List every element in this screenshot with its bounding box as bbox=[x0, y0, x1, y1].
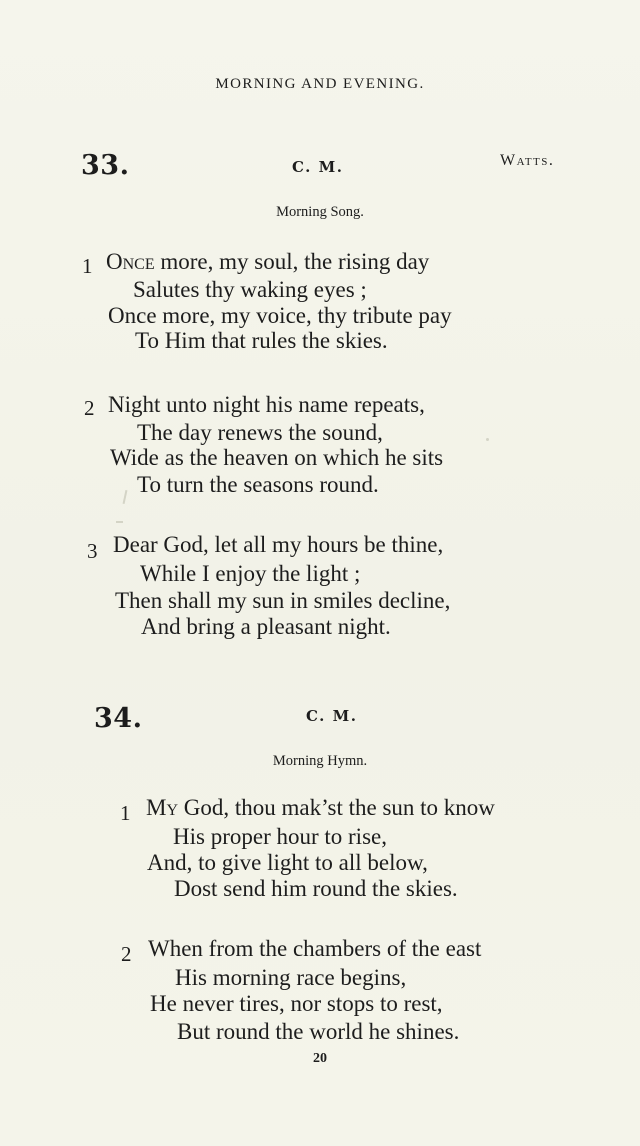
verse-line: His morning race begins, bbox=[175, 965, 407, 990]
stanza-number: 2 bbox=[121, 942, 132, 966]
verse-line: Once more, my voice, thy tribute pay bbox=[108, 303, 452, 328]
stanza-number: 3 bbox=[87, 539, 98, 563]
verse-line: Then shall my sun in smiles decline, bbox=[115, 588, 451, 613]
verse-line: While I enjoy the light ; bbox=[140, 561, 361, 586]
stanza-number: 1 bbox=[120, 801, 131, 825]
stanza-number: 2 bbox=[84, 396, 95, 420]
verse-line: And, to give light to all below, bbox=[147, 850, 428, 875]
author-label: Watts. bbox=[500, 152, 555, 169]
first-word: Once bbox=[106, 249, 155, 274]
verse-line bbox=[106, 249, 429, 275]
verse-line-text: God, thou mak’st the sun to know bbox=[178, 795, 495, 820]
verse-line: And bring a pleasant night. bbox=[141, 614, 391, 639]
verse-line: Dear God, let all my hours be thine, bbox=[113, 532, 444, 557]
verse-line: Wide as the heaven on which he sits bbox=[110, 445, 444, 470]
verse-line: The day renews the sound, bbox=[137, 420, 383, 445]
verse-line: He never tires, nor stops to rest, bbox=[150, 991, 443, 1016]
verse-line: To turn the seasons round. bbox=[137, 472, 379, 497]
first-word: My bbox=[146, 795, 179, 820]
hymn-title: Morning Hymn. bbox=[272, 753, 368, 769]
verse-line bbox=[146, 795, 495, 821]
meter-label: C. M. bbox=[292, 158, 344, 176]
stanza-number: 1 bbox=[82, 254, 93, 278]
verse-line: To Him that rules the skies. bbox=[135, 328, 388, 353]
verse-line: When from the chambers of the east bbox=[148, 936, 482, 961]
ink-speck bbox=[116, 521, 123, 523]
hymn-title: Morning Song. bbox=[276, 204, 364, 220]
hymn-number: 34. bbox=[94, 703, 143, 734]
verse-line: His proper hour to rise, bbox=[173, 824, 387, 849]
meter-label: C. M. bbox=[306, 707, 358, 725]
verse-line: Dost send him round the skies. bbox=[174, 876, 458, 901]
verse-line-text: more, my soul, the rising day bbox=[154, 249, 430, 274]
running-head: MORNING AND EVENING. bbox=[215, 76, 425, 92]
verse-line: Night unto night his name repeats, bbox=[108, 392, 425, 417]
ink-speck bbox=[486, 438, 489, 441]
page-number: 20 bbox=[313, 1051, 327, 1066]
verse-line: But round the world he shines. bbox=[177, 1019, 460, 1044]
ink-speck bbox=[123, 490, 128, 504]
hymn-number: 33. bbox=[81, 150, 130, 181]
verse-line: Salutes thy waking eyes ; bbox=[133, 277, 367, 302]
